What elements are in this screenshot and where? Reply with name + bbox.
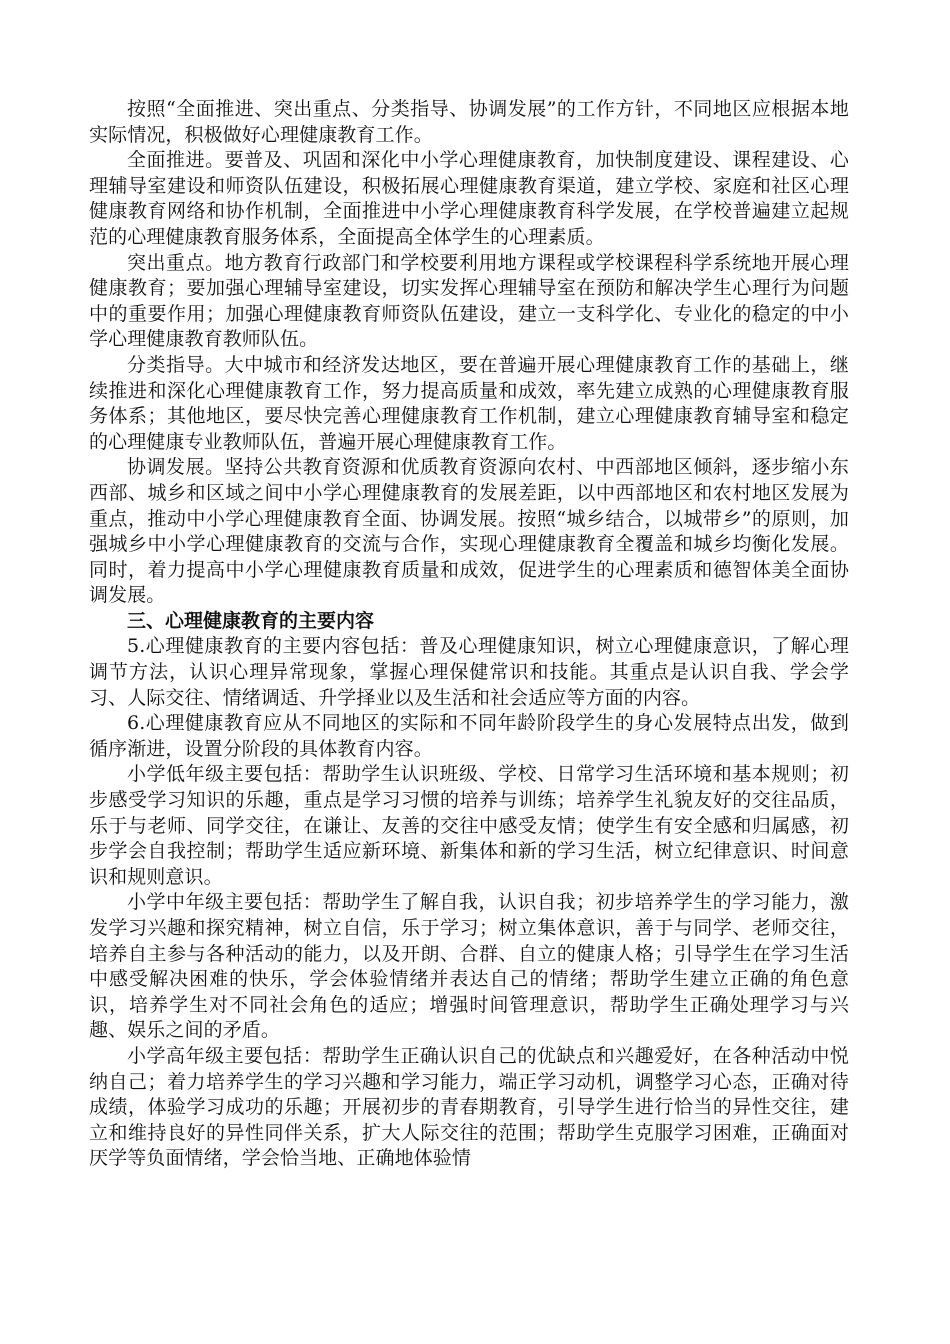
section-heading: 三、心理健康教育的主要内容: [127, 609, 375, 632]
paragraph-coordinated-development: 协调发展。坚持公共教育资源和优质教育资源向农村、中西部地区倾斜，逐步缩小东西部、城乡和区域之间中小学心理健康教育的发展差距，以中西部地区和农村地区发展为重点，推动中小学心理健康教育全面、协调发展。按照“城乡结合，以城带乡”的原则，加强城乡中小学心理健康教育的交流与合作，实现心理健康教育全覆盖和城乡均衡化发展。同时，着力提高中小学心理健康教育质量和成效，促进学生的心理素质和德智体美全面协调发展。: [89, 456, 849, 607]
paragraph-item-6: 6.心理健康教育应从不同地区的实际和不同年龄阶段学生的身心发展特点出发，做到循序渐进，设置分阶段的具体教育内容。: [89, 712, 849, 760]
paragraph-item-5: 5.心理健康教育的主要内容包括：普及心理健康知识，树立心理健康意识，了解心理调节方法，认识心理异常现象，掌握心理保健常识和技能。其重点是认识自我、学会学习、人际交往、情绪调适、升学择业以及生活和社会适应等方面的内容。: [89, 635, 849, 709]
paragraph-highlight-key-points: 突出重点。地方教育行政部门和学校要利用地方课程或学校课程科学系统地开展心理健康教育；要加强心理辅导室建设，切实发挥心理辅导室在预防和解决学生心理行为问题中的重要作用；加强心理健康教育师资队伍建设，建立一支科学化、专业化的稳定的中小学心理健康教育教师队伍。: [89, 251, 849, 351]
paragraph-lower-primary: 小学低年级主要包括：帮助学生认识班级、学校、日常学习生活环境和基本规则；初步感受学习知识的乐趣，重点是学习习惯的培养与训练；培养学生礼貌友好的交往品质，乐于与老师、同学交往，在谦让、友善的交往中感受友情；使学生有安全感和归属感，初步学会自我控制；帮助学生适应新环境、新集体和新的学习生活，树立纪律意识、时间意识和规则意识。: [89, 763, 849, 888]
paragraph-middle-primary: 小学中年级主要包括：帮助学生了解自我，认识自我；初步培养学生的学习能力，激发学习兴趣和探究精神，树立自信，乐于学习；树立集体意识，善于与同学、老师交往，培养自主参与各种活动的能力，以及开朗、合群、自立的健康人格；引导学生在学习生活中感受解决困难的快乐，学会体验情绪并表达自己的情绪；帮助学生建立正确的角色意识，培养学生对不同社会角色的适应；增强时间管理意识，帮助学生正确处理学习与兴趣、娱乐之间的矛盾。: [89, 891, 849, 1042]
paragraph-work-policy: 按照“全面推进、突出重点、分类指导、协调发展”的工作方针，不同地区应根据本地实际情况，积极做好心理健康教育工作。: [89, 98, 849, 146]
paragraph-comprehensive-promotion: 全面推进。要普及、巩固和深化中小学心理健康教育，加快制度建设、课程建设、心理辅导室建设和师资队伍建设，积极拓展心理健康教育渠道，建立学校、家庭和社区心理健康教育网络和协作机制，全面推进中小学心理健康教育科学发展，在学校普遍建立起规范的心理健康教育服务体系，全面提高全体学生的心理素质。: [89, 149, 849, 248]
paragraph-upper-primary: 小学高年级主要包括：帮助学生正确认识自己的优缺点和兴趣爱好，在各种活动中悦纳自己；着力培养学生的学习兴趣和学习能力，端正学习动机，调整学习心态，正确对待成绩，体验学习成功的乐趣；开展初步的青春期教育，引导学生进行恰当的异性交往，建立和维持良好的异性同伴关系，扩大人际交往的范围；帮助学生克服学习困难，正确面对厌学等负面情绪，学会恰当地、正确地体验情: [89, 1044, 849, 1170]
document-page: [89, 97, 849, 1172]
paragraph-classified-guidance: 分类指导。大中城市和经济发达地区，要在普遍开展心理健康教育工作的基础上，继续推进和深化心理健康教育工作，努力提高质量和成效，率先建立成熟的心理健康教育服务体系；其他地区，要尽快完善心理健康教育工作机制，建立心理健康教育辅导室和稳定的心理健康专业教师队伍，普遍开展心理健康教育工作。: [89, 353, 849, 453]
